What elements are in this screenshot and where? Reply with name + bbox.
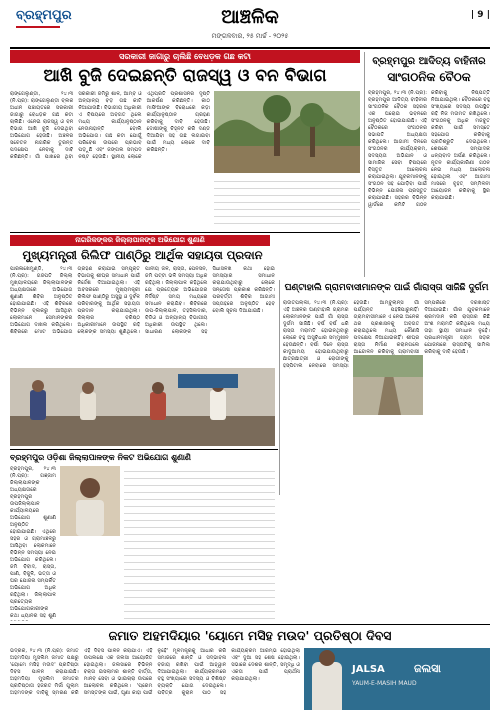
story3-kicker: ନାଗରିକଙ୍କର ଜିଲ୍ଲାପାଳଙ୍କ ଅଭିଯୋଗ ଶୁଣାଣି xyxy=(75,236,205,244)
story1-body-right xyxy=(214,176,360,229)
story3-kicker-band xyxy=(10,235,270,246)
official-photo xyxy=(60,466,120,536)
story4-photo xyxy=(353,355,423,415)
banner-left: JALSA xyxy=(352,664,385,675)
story1-photo xyxy=(214,91,360,173)
story2-headline-line2: ସାଂଗଠନିକ ବୈଠକ xyxy=(387,70,471,84)
story5-body-left: ବ୍ରହ୍ମପୁର, ୨୪।୩ (ନି.ପ୍ର): ଗଞ୍ଜାମ ଜିଲ୍ଲାପାଳଙ୍କ ଅଧ୍ୟକ୍ଷତାରେ ବ୍ରହ୍ମପୁର ଉପଜିଲ୍ଲାପାଳ କାର୍ଯ୍ୟାଳୟରେ ଅଭିଯୋଗ ଶୁଣାଣି ଅନୁଷ୍ଠିତ ହୋଇଯାଇଛି। ଏଥିରେ ସହର ଓ ଗ୍ରାମାଞ୍ଚଳରୁ ଆସିଥିବା ଲୋକମାନେ ବିଭିନ୍ନ ସମସ୍ୟା ନେଇ ଅଭିଯୋଗ କରିଥିଲେ। ଜମି ବିବାଦ, ରାସ୍ତା, ପାଣି, ବିଜୁଳି, ଭତ୍ତା ଓ ଘର ଯୋଜନା ସମ୍ପର୍କିତ ଅଭିଯୋଗ ଅଧିକ ରହିଥିଲା। ଜିଲ୍ଲାପାଳ ପ୍ରତ୍ୟେକ ଅଭିଯୋଗକାରୀଙ୍କ କଥା ଧ୍ୟାନର ସହ ଶୁଣି xyxy=(10,466,56,619)
section-title: ଆଞ୍ଚଳିକ xyxy=(221,6,279,28)
speaker-head xyxy=(319,650,335,666)
date-line: ମଙ୍ଗଳବାର, ୨୫ ମାର୍ଚ୍ଚ - ୨୦୨୫ xyxy=(211,32,289,40)
forest-photo xyxy=(214,91,360,173)
paper-name: ବ୍ରହ୍ମପୁର xyxy=(16,8,72,23)
banner-sub: YAUM-E-MASIH MAUD xyxy=(352,680,417,687)
speaker xyxy=(312,662,342,710)
separator-2 xyxy=(10,449,278,450)
story1-kicker-band xyxy=(10,50,360,63)
story5-headline: ବ୍ରହ୍ମପୁର ଓଡ଼ିଶା ଜିଲ୍ଲାପାଳଙ୍କ ନିକଟ ଅଭିଯୋଗ ଶୁଣାଣି xyxy=(10,453,191,462)
masthead xyxy=(10,6,490,46)
story5-body-right xyxy=(124,466,275,621)
masthead-rule xyxy=(10,47,490,49)
separator-3 xyxy=(10,624,490,625)
separator-1 xyxy=(10,232,360,233)
story4-body: ରାଉତପଲ୍ଲୀ, ୨୪।୩ (ନି.ପ୍ର): ଏହି ଅଞ୍ଚଳର ଘଣ୍ଟାହାଲି ଗ୍ରାମର ଲୋକମାନଙ୍କ ପାଇଁ ଗାଁ ରାସ୍ତା ଦୁର୍ଗମ ସାଜିଛି। ବର୍ଷ ବର୍ଷ ଧରି ରାସ୍ତା ମରାମତି ହୋଇନଥିବାରୁ ଲୋକେ ବହୁ ଅସୁବିଧାର ସମ୍ମୁଖୀନ ହେଉଛନ୍ତି। ବର୍ଷା ଦିନେ ରାସ୍ତା କାଦୁଆମୟ ହୋଇଯାଉଥିବାରୁ ଛାତ୍ରଛାତ୍ରୀ ଓ ରୋଗୀଙ୍କୁ ହସ୍ପିଟାଲ ନେବାରେ ସମସ୍ୟା ହେଉଛି। ଆମ୍ବୁଲାନ୍ସ ଗାଁ ପର୍ଯ୍ୟନ୍ତ ପହଞ୍ଚିପାରୁନାହିଁ। ଗ୍ରାମବାସୀମାନେ ଏ ନେଇ ଅନେକ ଥର ପ୍ରଶାସନକୁ ଅବଗତ କରାଇଥିଲେ ମଧ୍ୟ କୌଣସି ପଦକ୍ଷେପ ନିଆଯାଇନାହିଁ। ଶୀଘ୍ର ରାସ୍ତା ନିର୍ମାଣ କରାନଗଲେ ଆନ୍ଦୋଳନ କରିବାକୁ ଗ୍ରାମବାସୀ ସମ୍ପର୍କରେ ଦରଖାସ୍ତ ଦିଆଯାଇଛି। ଗାଁର ଯୁବକମାନେ ଶ୍ରମଦାନ କରି ରାସ୍ତାର କିଛି ଅଂଶ ମରାମତି କରିଥିଲେ ମଧ୍ୟ ତାହା ସ୍ଥାୟୀ ସମାଧାନ ନୁହେଁ। ପ୍ରଧାନମନ୍ତ୍ରୀ ଗ୍ରାମ ସଡ଼କ ଯୋଜନାରେ ରାସ୍ତାଟିକୁ ସାମିଲ କରିବାକୁ ଦାବି ହେଉଛି। xyxy=(283,300,490,369)
story2-headline-line1: ବ୍ରହ୍ମପୁର ଆଦିତ୍ୟ ବାହିନୀର xyxy=(372,56,486,67)
banner-right: ଜଲସା xyxy=(414,662,441,675)
story4-headline: ଘଣ୍ଟାହାଲି ଗ୍ରାମବାସୀମାନଙ୍କ ପାଇଁ ଗାଁରାସ୍ତା ସାଜିଛି ଦୁର୍ଗମ xyxy=(284,283,489,293)
story6-headline: ଜମାତ ଅହମଦିୟାର 'ୟୋମେ ମସିହ ମଉଦ' ପ୍ରତିଷ୍ଠା ଦିବସ xyxy=(108,628,392,643)
road-photo xyxy=(353,355,423,415)
story2-body: ବ୍ରହ୍ମପୁର, ୨୪।୩ (ନି.ପ୍ର): ବ୍ରହ୍ମପୁର ଆଦିତ୍ୟ ବାହିନୀର ସାଂଗଠନିକ ବୈଠକ ସହରର ଏକ ଘରୋଇ ଭବନରେ ଅନୁଷ୍ଠିତ ହୋଇଯାଇଛି। ଏହି ବୈଠକରେ ସଂଗଠନର ସଭାପତି ଅଧ୍ୟକ୍ଷତା କରିଥିଲେ। ଆଗାମୀ ଦିନରେ ସଂଗଠନର କାର୍ଯ୍ୟକ୍ରମ, ସଦସ୍ୟତା ଅଭିଯାନ ଓ ସାମାଜିକ ସେବା ବିଷୟରେ ବିସ୍ତୃତ ଆଲୋଚନା କରାଯାଇଥିଲା। ଯୁବକମାନଙ୍କୁ ସଂଗଠନ ସହ ଯୋଡ଼ିବା ପାଇଁ ବିଭିନ୍ନ ଯୋଜନା ପ୍ରସ୍ତୁତ କରାଯାଇଛି। ସହରର ବିଭିନ୍ନ ୱାର୍ଡରେ କମିଟି ଗଠନ କରିବାକୁ ନିଷ୍ପତ୍ତି ନିଆଯାଇଥିଲା। ବୈଠକରେ ବହୁ ସଂଖ୍ୟାରେ ସଦସ୍ୟ ଉପସ୍ଥିତ ରହି ନିଜ ମତାମତ ରଖିଥିଲେ। ସଂଗଠନକୁ ଅଧିକ ମଜବୁତ କରିବା ପାଇଁ ସମସ୍ତେ ସହଯୋଗ କରିବାକୁ ପ୍ରତିଶ୍ରୁତି ଦେଇଥିଲେ। ଶେଷରେ ସମ୍ପାଦକ ଧନ୍ୟବାଦ ଅର୍ପଣ କରିଥିଲେ। ନୂତନ କାର୍ଯ୍ୟକାରିଣୀ ଗଠନ ନେଇ ମଧ୍ୟ ଆଲୋଚନା ହୋଇଥିଲା ଏବଂ ଆଗାମୀ ମାସରେ ବୃହତ୍ ସମ୍ମିଳନୀ ଆୟୋଜନ କରିବାକୁ ସ୍ଥିର କରାଯାଇଛି। xyxy=(368,90,490,208)
story1-headline: ଆଖି ବୁଜି ଦେଇଛନ୍ତି ରାଜସ୍ୱ ଓ ବନ ବିଭାଗ xyxy=(43,66,327,86)
story6-photo xyxy=(304,648,490,710)
story3-body: ପାରଳାଖେମୁଣ୍ଡି, ୨୪।୩ (ନି.ପ୍ର): ଗଜପତି ଜିଲ୍ଲା ମୁଖ୍ୟାଳୟରେ ଜିଲ୍ଲାପାଳଙ୍କ ଅଧ୍ୟକ୍ଷତାରେ ଅଭିଯୋଗ ଶୁଣାଣି ଶିବିର ଅନୁଷ୍ଠିତ ହୋଇଯାଇଛି। ଏହି ଶିବିରରେ ବିଭିନ୍ନ ବ୍ଲକରୁ ଆସିଥିବା ଲୋକମାନେ ସେମାନଙ୍କର ଅଭିଯୋଗ ଦାଖଲ କରିଥିଲେ। ଶିବିରରେ ମୋଟ ଅଭିଯୋଗ ଗ୍ରହଣ କରାଯାଇ ସମ୍ପୃକ୍ତ ବିଭାଗକୁ ଶୀଘ୍ର ସମାଧାନ ପାଇଁ ନିର୍ଦ୍ଦେଶ ଦିଆଯାଇଥିଲା। ଏହି ଅବସରରେ ମୁଖ୍ୟମନ୍ତ୍ରୀ ରିଲିଫ ପାଣ୍ଠିରୁ ଅସୁସ୍ଥ ଓ ଦୁର୍ବଳ ପରିବାରଙ୍କୁ ଆର୍ଥିକ ସହାୟତା ପ୍ରଦାନ କରାଯାଇଥିଲା। ଜିଲ୍ଲାର ବରିଷ୍ଠ ଅଧିକାରୀମାନେ ଉପସ୍ଥିତ ରହି ଲୋକଙ୍କ ସମସ୍ୟା ଶୁଣିଥିଲେ। ପାନୀୟ ଜଳ, ରାସ୍ତା, ପେନସନ, ଜମି ପଟ୍ଟା ଭଳି ସମସ୍ୟା ଅଧିକ ରହିଥିଲା। ଜିଲ୍ଲାପାଳ କହିଥିଲେ ଯେ ପ୍ରତ୍ୟେକ ଅଭିଯୋଗର ନିର୍ଦ୍ଦିଷ୍ଟ ସମୟ ମଧ୍ୟରେ ସମାଧାନ କରାଯିବ। ଶିବିରରେ ଉପ-ଜିଲ୍ଲାପାଳ, ତହସିଲଦାର, ବିଡିଓ ଓ ଅନ୍ୟାନ୍ୟ ବିଭାଗୀୟ ଅଧିକାରୀ ଉପସ୍ଥିତ ଥିଲେ। ସାଧାରଣ ଲୋକଙ୍କ ସହ ସିଧାସଳଖ କଥା ହୋଇ ସମସ୍ୟାର ସମାଧାନ କରାଯାଉଥିବାରୁ ଲୋକେ ସନ୍ତୋଷ ପ୍ରକାଶ କରିଛନ୍ତି। ପରବର୍ତ୍ତୀ ଶିବିର ଆଗାମୀ ସପ୍ତାହରେ ଅନୁଷ୍ଠିତ ହେବ ବୋଲି ସୂଚନା ଦିଆଯାଇଛି। xyxy=(10,266,275,335)
page-number: | 9 | xyxy=(470,10,490,20)
brand-underline xyxy=(16,26,60,28)
meeting-photo xyxy=(10,368,275,446)
story3-photo xyxy=(10,368,275,446)
story6-body: ଭଦ୍ରକ, ୨୪।୩ (ନି.ପ୍ର): ଜମାତ ଅହମଦିୟା ମୁସଲିମ ଜମାତ ପକ୍ଷରୁ 'ୟୋମେ ମସିହ ମଉଦ' ପ୍ରତିଷ୍ଠା ଦିବସ ପାଳନ କରାଯାଇଛି। ଅହମଦିୟା ମୁସଲିମ ଜମାତର ପ୍ରତିଷ୍ଠାତା ହଜରତ ମିର୍ଜା ଗୁଲାମ ଅହମଦଙ୍କ ଦାବିକୁ ସ୍ମରଣ କରି ଏହି ଦିବସ ପାଳନ କରାଯାଏ। ଏହି ଉପଲକ୍ଷେ ଏକ ଜଲସା ଆୟୋଜିତ ହୋଇଥିଲା। ଜଲସାରେ ବିଭିନ୍ନ ବକ୍ତା ଇସଲାମର ଶାନ୍ତି ବାର୍ତ୍ତା, ମାନବ ସେବା ଓ ଭାଇଚାରା ଉପରେ ଆଲୋଚନା କରିଥିଲେ। 'ପ୍ରେମ ସମସ୍ତଙ୍କ ପାଇଁ, ଘୃଣା କାହା ପାଇଁ ନୁହେଁ' ମୂଳମନ୍ତ୍ରକୁ ଆଧାର କରି ସମାଜରେ ଶାନ୍ତି ଓ ସଦ୍ଭାବନା ବଜାୟ ରଖିବା ପାଇଁ ଆହ୍ୱାନ ଦିଆଯାଇଥିଲା। କାର୍ଯ୍ୟକ୍ରମରେ ବହୁ ସଂଖ୍ୟାରେ ସଦସ୍ୟ ଓ ବିଶିଷ୍ଟ ବ୍ୟକ୍ତି ଯୋଗ ଦେଇଥିଲେ। ପବିତ୍ର କୁରାନ ପାଠ ସହ କାର୍ଯ୍ୟକ୍ରମ ଆରମ୍ଭ ହୋଇଥିଲା ଏବଂ ଦୁଆ ସହ ଶେଷ ହୋଇଥିଲା। ସଭାରେ ଦେଶର ଶାନ୍ତି, ସମୃଦ୍ଧି ଓ ଏକତା ପାଇଁ ପ୍ରାର୍ଥନା କରାଯାଇଥିଲା। xyxy=(10,648,300,696)
story1-kicker: ସରକାରୀ ଜାଗାରୁ ଚାଲିଛି ବେଧଡ଼କ ଗଛ କଟା xyxy=(119,52,251,61)
story1-body: ରାଙ୍ଗେଲୁଣ୍ଡା, ୨୪।୩ (ନି.ପ୍ର): ରାଙ୍ଗେଲୁଣ୍ଡା ବ୍ଲକ ଅଧୀନ ପଞ୍ଚାୟତରେ ସରକାରୀ ଜାଗାରୁ ବେଧଡ଼କ ଗଛ କଟା ଚାଲିଛି। ଏନେଇ ରାଜସ୍ୱ ଓ ବନ ବିଭାଗ ଆଖି ବୁଜି ଦେଇଥିବା ଅଭିଯୋଗ ହେଉଛି। ଅଞ୍ଚଳର ସଚେତନ ନାଗରିକ ତୁରନ୍ତ ପଦକ୍ଷେପ ନେବାକୁ ଦାବି କରିଛନ୍ତି। ଗାଁ ପାଖରେ ଥିବା ସରକାରୀ ଜମିରୁ ଶାଳ, ଆମ୍ବ ଓ ଅନ୍ୟାନ୍ୟ ବଡ଼ ଗଛ କାଟି ନିଆଯାଉଛି। ବିଭାଗୀୟ ଅଧିକାରୀ ଏ ବିଷୟରେ ଅବଗତ ଥିଲେ ମଧ୍ୟ କାର୍ଯ୍ୟାନୁଷ୍ଠାନ ନେଉନାହାନ୍ତି ବୋଲି ଅଭିଯୋଗ। ଗଛ କଟା ଯୋଗୁଁ ପରିବେଶ ଉପରେ ପ୍ରଭାବ ପଡ଼ୁଛି ଏବଂ ଜଙ୍ଗଲ ସମ୍ପଦ ନଷ୍ଟ ହେଉଛି। ସ୍ଥାନୀୟ ଲୋକେ ଏଥିପ୍ରତି ପ୍ରଶାସନର ଦୃଷ୍ଟି ଆକର୍ଷଣ କରିଛନ୍ତି। କାଠ ମାଫିଆଙ୍କ ବିରୋଧରେ କଡ଼ା କାର୍ଯ୍ୟାନୁଷ୍ଠାନ ଗ୍ରହଣ କରିବାକୁ ଦାବି ହେଉଛି। ଦୋଷୀଙ୍କୁ ଚିହ୍ନଟ କରି ଦଣ୍ଡ ଦିଆଯିବା ସହ ଗଛ ଲଗାଇବା ପାଇଁ ମଧ୍ୟ ଲୋକେ ଦାବି କରିଛନ୍ତି। xyxy=(10,91,210,160)
story5-photo xyxy=(60,466,120,536)
story3-headline: ମୁଖ୍ୟମନ୍ତ୍ରୀ ରିଲିଫ ପାଣ୍ଠିରୁ ଆର୍ଥିକ ସହାୟତା ପ୍ରଦାନ xyxy=(22,248,263,262)
column-divider xyxy=(364,52,365,277)
story4-divider xyxy=(279,280,280,495)
